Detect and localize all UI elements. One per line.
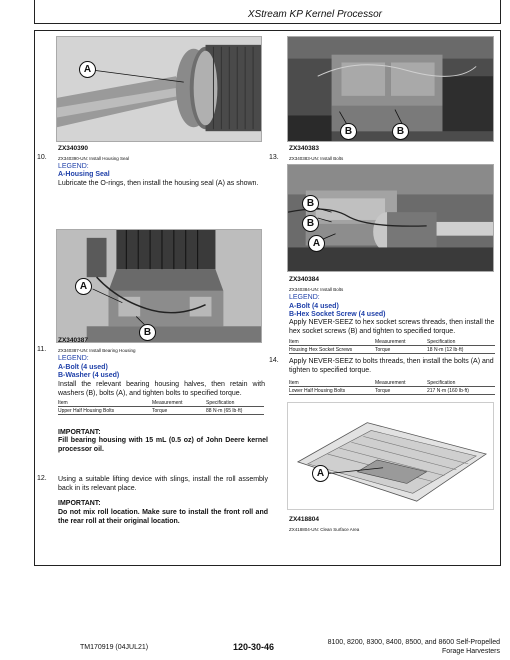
step-number: 13. (269, 154, 279, 161)
callout-b: B (392, 123, 409, 140)
figure-caption: ZX418804-UN: Clean Surface Area (289, 527, 360, 532)
spec-header-measurement: Measurement (375, 338, 427, 346)
spec-header-specification: Specification (206, 399, 264, 407)
legend-item: B-Washer (4 used) (58, 372, 120, 379)
spec-header-item: Item (289, 338, 375, 346)
figure-housing-seal-photo (56, 36, 262, 142)
callout-a: A (75, 278, 92, 295)
torque-spec-table (289, 379, 495, 395)
spec-header-measurement: Measurement (375, 379, 427, 387)
spec-value: 217 N·m (160 lb·ft) (427, 387, 495, 395)
figure-housing-screws-photo (287, 36, 494, 142)
step-text: Using a suitable lifting device with slings, install the roll assembly back in its relevant place. (58, 476, 268, 493)
spec-measurement: Torque (152, 407, 206, 415)
figure-housing-bolts-photo (287, 164, 494, 272)
spec-value: 88 N·m (65 lb·ft) (206, 407, 264, 415)
figure-caption: ZX340383-UN: Install Bolts (289, 156, 344, 161)
callout-b: B (302, 215, 319, 232)
figure-caption: ZX340390-UN: Install Housing Seal (58, 156, 130, 161)
spec-header-specification: Specification (427, 338, 495, 346)
legend-item: A-Bolt (4 used) (289, 303, 339, 310)
footer-product: Forage Harvesters (442, 648, 500, 655)
step-number: 10. (37, 154, 47, 161)
legend-item: A-Bolt (4 used) (58, 364, 108, 371)
spec-value: 18 N·m (12 lb·ft) (427, 346, 495, 354)
legend-heading: LEGEND: (289, 294, 320, 301)
spec-item: Housing Hex Socket Screws (289, 346, 375, 354)
spec-measurement: Torque (375, 346, 427, 354)
figure-id: ZX418804 (289, 516, 319, 523)
torque-spec-table (289, 338, 495, 354)
spec-header-item: Item (58, 399, 152, 407)
figure-id: ZX340384 (289, 276, 319, 283)
torque-spec-table (58, 399, 264, 415)
important-note: Fill bearing housing with 15 mL (0.5 oz) of John Deere kernel processor oil. (58, 437, 268, 454)
footer-page-number: 120-30-46 (233, 642, 275, 652)
step-text: Lubricate the O-rings, then install the housing seal (A) as shown. (58, 180, 259, 187)
spec-header-measurement: Measurement (152, 399, 206, 407)
figure-id: ZX340383 (289, 145, 319, 152)
step-text: Install the relevant bearing housing halves, then retain with washers (B), bolts (A), and tighten bolts to specified torque. (58, 381, 265, 398)
step-number: 14. (269, 357, 279, 364)
page-header (34, 0, 501, 24)
callout-b: B (139, 324, 156, 341)
document-title: XStream KP Kernel Processor (247, 9, 382, 20)
step-text: Apply NEVER-SEEZ to hex socket screws threads, then install the hex socket screws (B) and tighten to specified torque. (289, 319, 495, 336)
callout-b: B (340, 123, 357, 140)
spec-header-item: Item (289, 379, 375, 387)
callout-a: A (79, 61, 96, 78)
figure-id: ZX340387 (58, 337, 88, 344)
spec-measurement: Torque (375, 387, 427, 395)
spec-header-specification: Specification (427, 379, 495, 387)
step-number: 12. (37, 475, 47, 482)
callout-a: A (312, 465, 329, 482)
callout-b: B (302, 195, 319, 212)
footer-doc-id: TM170919 (04JUL21) (80, 644, 149, 651)
legend-heading: LEGEND: (58, 163, 89, 170)
legend-item: A-Housing Seal (58, 171, 110, 178)
important-note: Do not mix roll location. Make sure to install the front roll and the rear roll at their original location. (58, 509, 268, 526)
legend-item: B-Hex Socket Screw (4 used) (289, 311, 386, 318)
figure-bearing-housing-photo (56, 229, 262, 343)
spec-item: Lower Half Housing Bolts (289, 387, 375, 395)
footer-models: 8100, 8200, 8300, 8400, 8500, and 8600 Self-Propelled (327, 639, 500, 646)
spec-item: Upper Half Housing Bolts (58, 407, 152, 415)
step-number: 11. (37, 346, 47, 353)
callout-a: A (308, 235, 325, 252)
legend-heading: LEGEND: (58, 355, 89, 362)
figure-caption: ZX340384-UN: Install Bolts (289, 287, 344, 292)
step-text: Apply NEVER-SEEZ to bolts threads, then install the bolts (A) and tighten to specified torque. (289, 358, 494, 375)
important-label: IMPORTANT: (58, 500, 101, 507)
figure-clean-surface-drawing (287, 402, 494, 510)
figure-id: ZX340390 (58, 145, 88, 152)
important-label: IMPORTANT: (58, 429, 101, 436)
figure-caption: ZX340387-UN: Install Bearing Housing (58, 348, 136, 353)
